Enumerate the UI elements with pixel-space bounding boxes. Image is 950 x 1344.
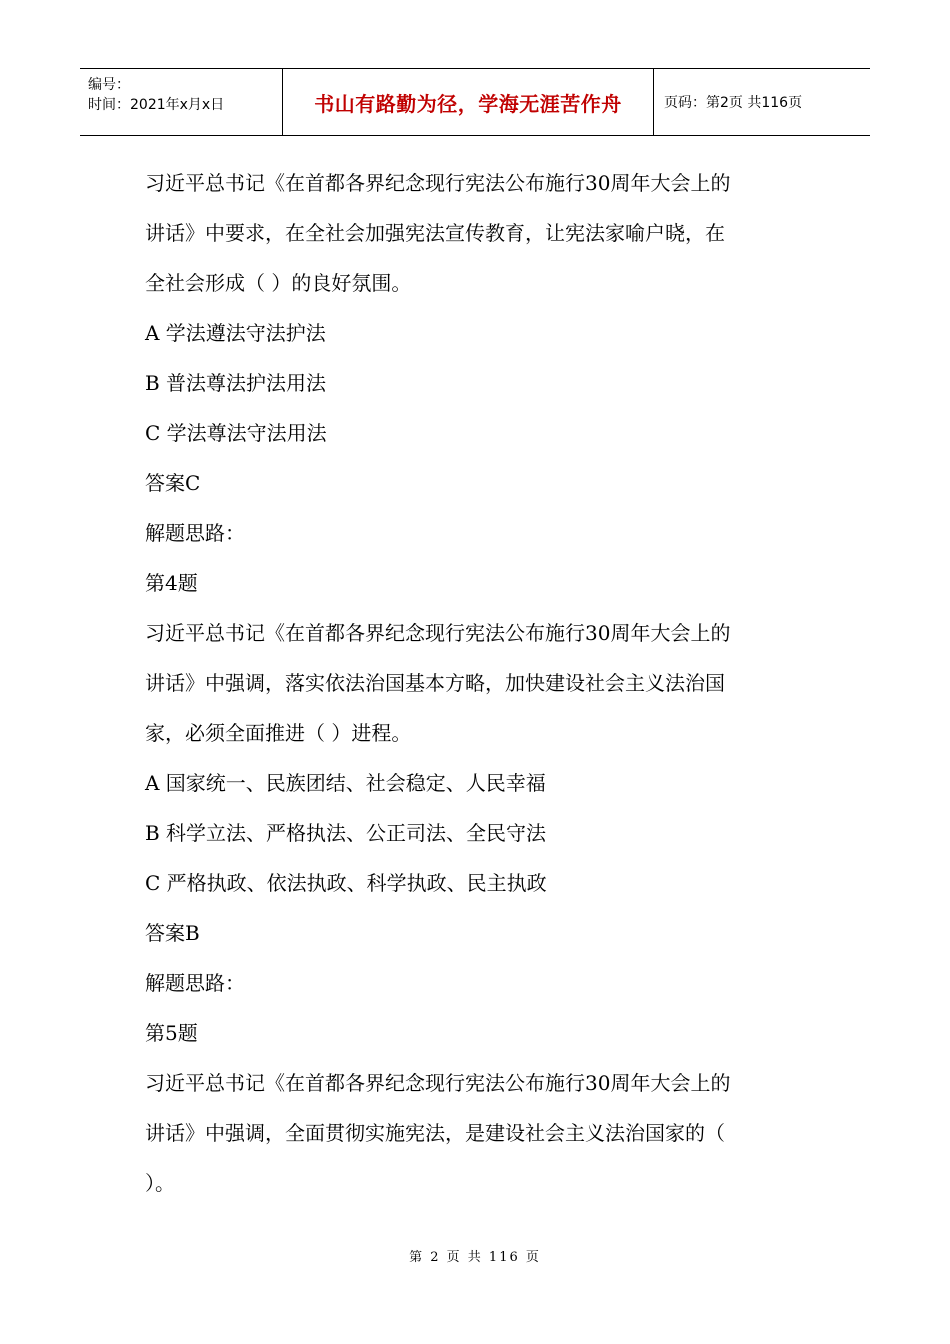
- motto-text: 书山有路勤为径，学海无涯苦作舟: [314, 91, 622, 116]
- question-3-explanation: 解题思路：: [145, 521, 245, 545]
- question-3-text-line-3: 全社会形成（ ）的良好氛围。: [145, 271, 412, 295]
- question-5-text-line-2: 讲话》中强调，全面贯彻实施宪法，是建设社会主义法治国家的（: [145, 1121, 725, 1145]
- question-3-answer: 答案C: [145, 471, 201, 495]
- question-5-title: 第5题: [145, 1021, 198, 1045]
- header-meta: [80, 69, 282, 135]
- question-4-title: 第4题: [145, 571, 198, 595]
- question-4-text-line-1: 习近平总书记《在首都各界纪念现行宪法公布施行30周年大会上的: [145, 621, 731, 645]
- question-3-option-a: A 学法遵法守法护法: [145, 321, 326, 345]
- page-footer: 第 2 页 共 116 页: [409, 1250, 541, 1265]
- question-5-text-line-1: 习近平总书记《在首都各界纪念现行宪法公布施行30周年大会上的: [145, 1071, 731, 1095]
- question-4-option-b: B 科学立法、严格执法、公正司法、全民守法: [145, 821, 547, 845]
- header-page-info: [654, 69, 870, 135]
- question-4-text-line-2: 讲话》中强调，落实依法治国基本方略，加快建设社会主义法治国: [145, 671, 725, 695]
- document-body: [145, 158, 815, 1208]
- question-4-answer: 答案B: [145, 921, 200, 945]
- question-3-text-line-2: 讲话》中要求，在全社会加强宪法宣传教育，让宪法家喻户晓，在: [145, 221, 725, 245]
- page-info-text: 页码：第2页 共116页: [664, 95, 803, 111]
- question-4-option-c: C 严格执政、依法执政、科学执政、民主执政: [145, 871, 547, 895]
- time-label: 时间：2021年x月x日: [88, 97, 225, 113]
- question-4-explanation: 解题思路：: [145, 971, 245, 995]
- question-3-option-b: B 普法尊法护法用法: [145, 371, 327, 395]
- question-3-option-c: C 学法尊法守法用法: [145, 421, 327, 445]
- page-header: [80, 68, 870, 136]
- question-4-text-line-3: 家，必须全面推进（ ）进程。: [145, 721, 412, 745]
- question-4-option-a: A 国家统一、民族团结、社会稳定、人民幸福: [145, 771, 546, 795]
- header-motto-cell: [282, 69, 654, 135]
- question-5-text-line-3: ）。: [145, 1171, 175, 1195]
- question-3-text-line-1: 习近平总书记《在首都各界纪念现行宪法公布施行30周年大会上的: [145, 171, 731, 195]
- serial-label: 编号：: [88, 77, 130, 93]
